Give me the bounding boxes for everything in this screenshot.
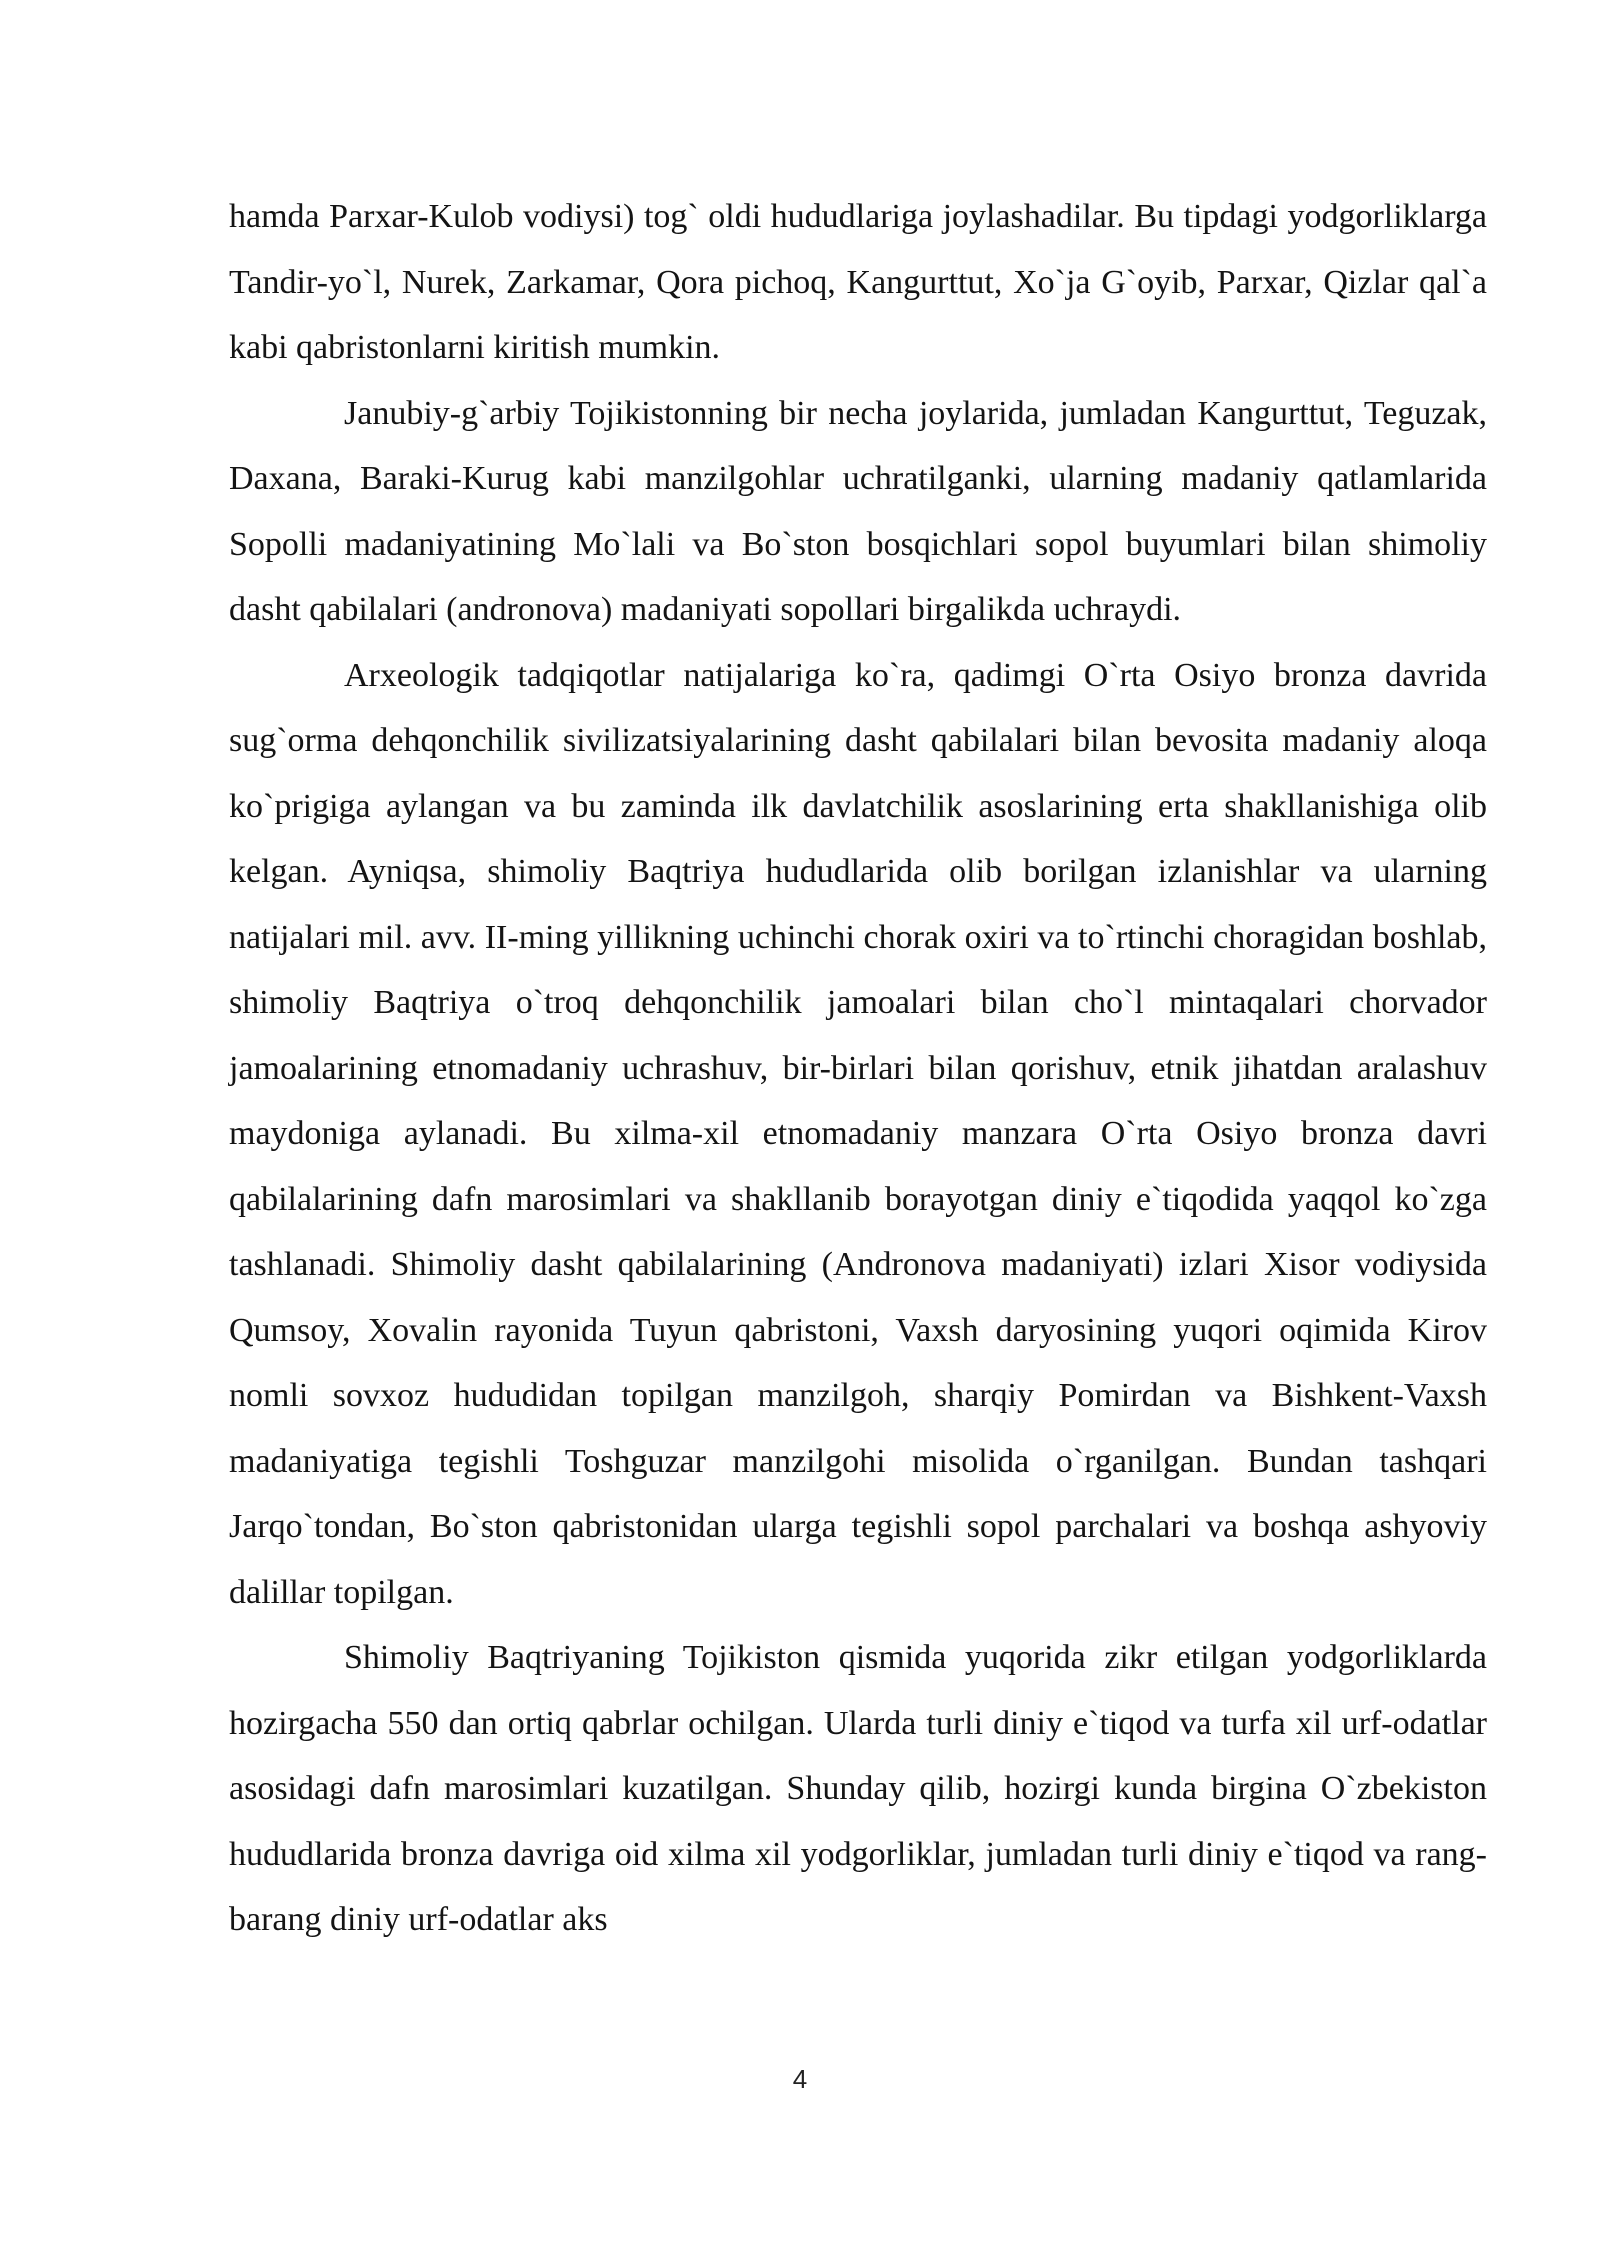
paragraph-continuation: hamda Parxar-Kulob vodiysi) tog` oldi hududlariga joylashadilar. Bu tipdagi yodgorliklarga Tandir-yo`l, Nurek, Zarkamar, Qora pichoq, Kangurttut, Xo`ja G`oyib, Parxar, Qizlar qal`a kabi qabristonlarni kiritish mumkin. [229, 198, 1487, 366]
paragraph: Arxeologik tadqiqotlar natijalariga ko`ra, qadimgi O`rta Osiyo bronza davrida sug`orma dehqonchilik sivilizatsiyalarining dasht qabilalari bilan bevosita madaniy aloqa ko`prigiga aylangan va bu zaminda ilk davlatchilik asoslarining erta shakllanishiga olib kelgan. Ayniqsa, shimoliy Baqtriya hududlarida olib borilgan izlanishlar va ularning natijalari mil. avv. II-ming yillikning uchinchi chorak oxiri va to`rtinchi choragidan boshlab, shimoliy Baqtriya o`troq dehqonchilik jamoalari bilan cho`l mintaqalari chorvador jamoalarining etnomadaniy uchrashuv, bir-birlari bilan qorishuv, etnik jihatdan aralashuv maydoniga aylanadi. Bu xilma-xil etnomadaniy manzara O`rta Osiyo bronza davri qabilalarining dafn marosimlari va shakllanib borayotgan diniy e`tiqodida yaqqol ko`zga tashlanadi. Shimoliy dasht qabilalarining (Andronova madaniyati) izlari Xisor vodiysida Qumsoy, Xovalin rayonida Tuyun qabristoni, Vaxsh daryosining yuqori oqimida Kirov nomli sovxoz hududidan topilgan manzilgoh, sharqiy Pomirdan va Bishkent-Vaxsh madaniyatiga tegishli Toshguzar manzilgohi misolida o`rganilgan. Bundan tashqari Jarqo`tondan, Bo`ston qabristonidan ularga tegishli sopol parchalari va boshqa ashyoviy dalillar topilgan. [229, 656, 1487, 1611]
paragraph: Janubiy-g`arbiy Tojikistonning bir necha joylarida, jumladan Kangurttut, Teguzak, Daxana, Baraki-Kurug kabi manzilgohlar uchratilganki, ularning madaniy qatlamlarida Sopolli madaniyatining Mo`lali va Bo`ston bosqichlari sopol buyumlari bilan shimoliy dasht qabilalari (andronova) madaniyati sopollari birgalikda uchraydi. [229, 394, 1487, 628]
body-text [229, 184, 1487, 1953]
page-number: 4 [792, 2064, 808, 2094]
paragraph: Shimoliy Baqtriyaning Tojikiston qismida yuqorida zikr etilgan yodgorliklarda hozirgacha 550 dan ortiq qabrlar ochilgan. Ularda turli diniy e`tiqod va turfa xil urf-odatlar asosidagi dafn marosimlari kuzatilgan. Shunday qilib, hozirgi kunda birgina O`zbekiston hududlarida bronza davriga oid xilma xil yodgorliklar, jumladan turli diniy e`tiqod va rang-barang diniy urf-odatlar aks [229, 1639, 1487, 1938]
